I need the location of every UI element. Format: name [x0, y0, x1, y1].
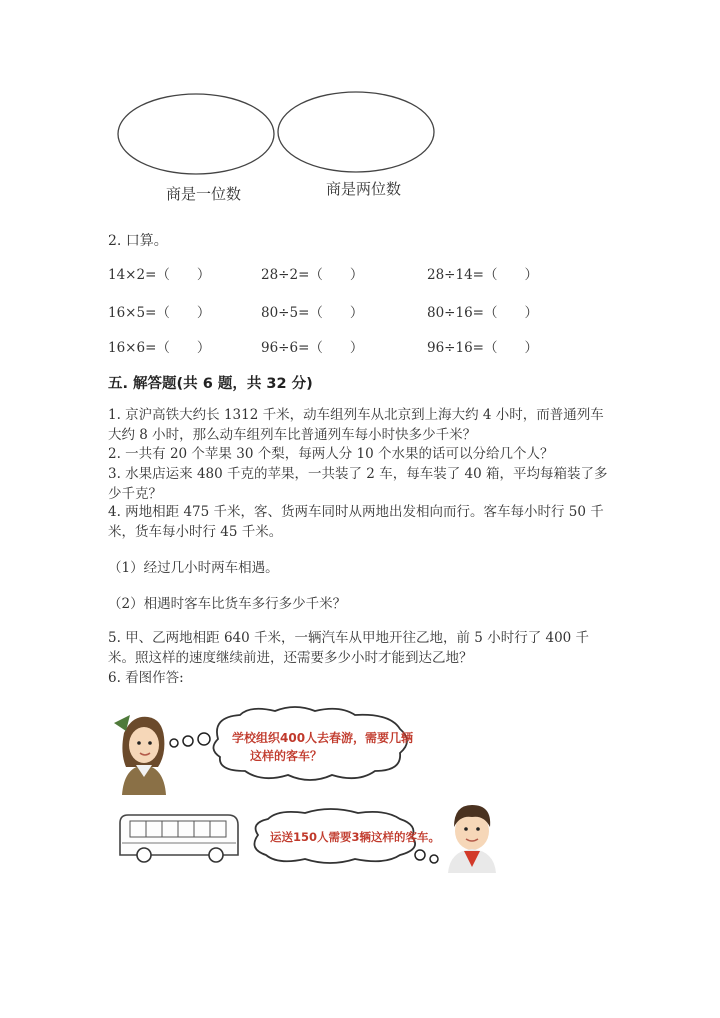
calc-item: 28÷2=（ ） [261, 267, 364, 283]
bubble-2-text: 运送150人需要3辆这样的客车。 [270, 830, 441, 844]
girl-figure [114, 715, 166, 795]
set-label-left: 商是一位数 [166, 185, 242, 203]
question-4-part-2: （2）相遇时客车比货车多行多少千米？ [108, 596, 347, 612]
question-2: 2. 一共有 20 个苹果 30 个梨，每两人分 10 个水果的话可以分给几个人？ [108, 446, 554, 462]
bubble-1-line-2: 这样的客车？ [250, 749, 323, 763]
bus-figure [120, 815, 238, 862]
question-4-part-1: （1）经过几小时两车相遇。 [108, 560, 279, 576]
question-5: 5. 甲、乙两地相距 640 千米，一辆汽车从甲地开往乙地，前 5 小时行了 400 千米。照这样的速度继续前进，还需要多少小时才能到达乙地？ [108, 630, 590, 666]
calc-item: 80÷5=（ ） [261, 305, 364, 321]
calc-item: 16×6=（ ） [108, 340, 211, 356]
set-label-right: 商是两位数 [326, 180, 402, 198]
illustration [100, 705, 520, 885]
calc-item: 96÷16=（ ） [427, 340, 538, 356]
calc-item: 28÷14=（ ） [427, 267, 538, 283]
bubble-1-line-1: 学校组织400人去春游，需要几辆 [232, 731, 414, 745]
calc-item: 80÷16=（ ） [427, 305, 538, 321]
question-3: 3. 水果店运来 480 千克的苹果，一共装了 2 车，每车装了 40 箱，平均每箱装了多少千克？ [108, 466, 608, 502]
set-oval-left [118, 94, 274, 174]
calc-item: 14×2=（ ） [108, 267, 211, 283]
calc-item: 16×5=（ ） [108, 305, 211, 321]
question-1: 1. 京沪高铁大约长 1312 千米，动车组列车从北京到上海大约 4 小时，而普通列车大约 8 小时，那么动车组列车比普通列车每小时快多少千米？ [108, 407, 604, 443]
question-6: 6. 看图作答: [108, 670, 184, 686]
section2-title: 2. 口算。 [108, 233, 168, 249]
set-oval-right [278, 92, 434, 172]
set-diagram [112, 88, 442, 188]
section5-heading: 五. 解答题(共 6 题，共 32 分) [108, 376, 313, 392]
calc-item: 96÷6=（ ） [261, 340, 364, 356]
boy-figure [448, 805, 496, 873]
question-4: 4. 两地相距 475 千米，客、货两车同时从两地出发相向而行。客车每小时行 50 千米，货车每小时行 45 千米。 [108, 504, 604, 540]
